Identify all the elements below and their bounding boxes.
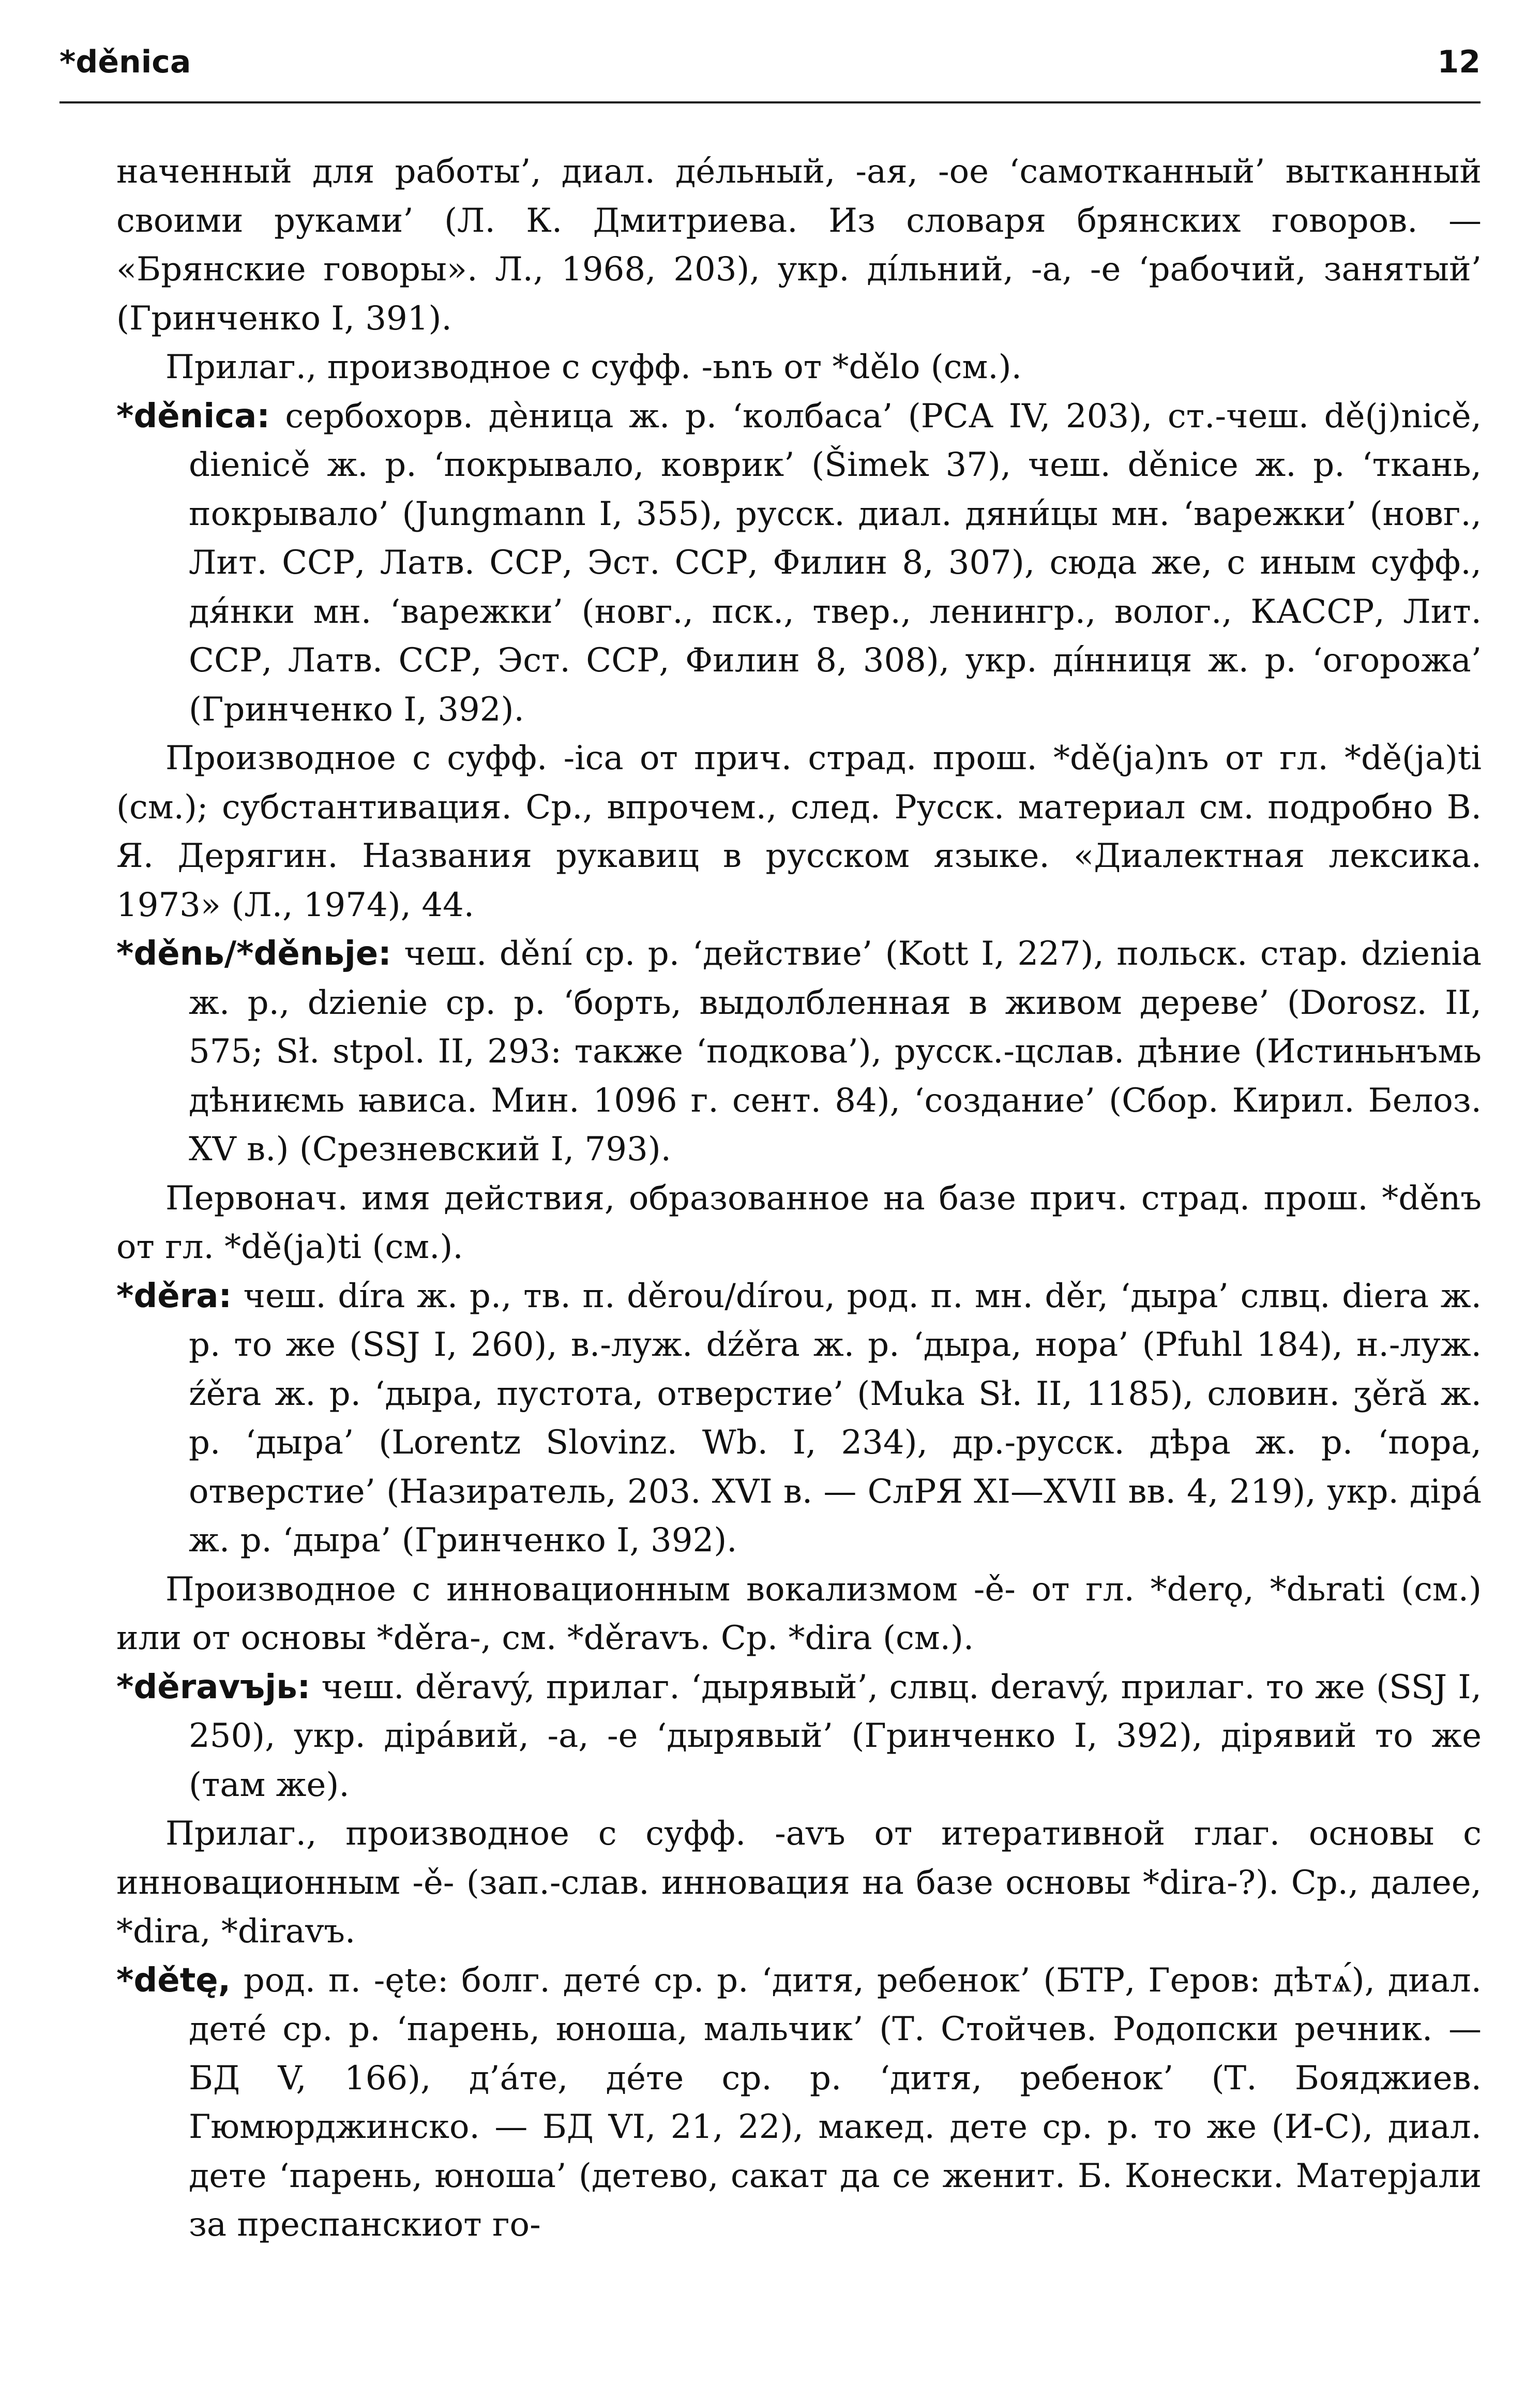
entry-text: чеш. dění ср. р. ‘действие’ (Kott I, 227), польск. стар. dzienia ж. р., dzienie ср. р. ‘борть, выдолбленная в живом дереве’ (Dorosz. II, 575; Sł. stpol. II, 293: также ‘подкова’), русск.-цслав. дѣние (Истиньнъмь дѣниѥмь ꙗвиса. Мин. 1096 г. сент. 84), ‘создание’ (Сбор. Кирил. Белоз. XV в.) (Срезневский I, 793). — [189, 935, 1482, 1169]
entry-text: чеш. děravý, прилаг. ‘дырявый’, слвц. deravý, прилаг. то же (SSJ I, 250), укр. дірáвий, -а, -е ‘дырявый’ (Гринченко I, 392), дірявий то же (там же). — [189, 1668, 1482, 1804]
entry-lemma: *děnica: — [116, 397, 270, 436]
dictionary-entry — [116, 930, 1482, 1174]
entry-text: сербохорв. дѐница ж. р. ‘колбаса’ (РСА IV, 203), ст.-чеш. dě(j)nicě, dienicě ж. р. ‘покрывало, коврик’ (Šimek 37), чеш. děnice ж. р. ‘ткань, покрывало’ (Jungmann I, 355), русск. диал. дяни́цы мн. ‘варежки’ (новг., Лит. ССР, Латв. ССР, Эст. ССР, Филин 8, 307), сюда же, с иным суфф., дя́нки мн. ‘варежки’ (новг., пск., твер., ленингр., волог., КАССР, Лит. ССР, Латв. ССР, Эст. ССР, Филин 8, 308), укр. дíнниця ж. р. ‘огорожа’ (Гринченко I, 392). — [189, 397, 1482, 729]
entry-text: род. п. -ęte: болг. детé ср. р. ‘дитя, ребенок’ (БТР, Геров: дѣтѧ́), диал. детé ср. р. ‘парень, юноша, мальчик’ (Т. Стойчев. Родопски речник. — БД V, 166), д’áте, дéте ср. р. ‘дитя, ребенок’ (Т. Бояджиев. Гюмюрджинско. — БД VI, 21, 22), макед. дете ср. р. то же (И-С), диал. дете ‘парень, юноша’ (детево, сакат да се женит. Б. Конески. Матерјали за преспанскиот го- — [189, 1961, 1482, 2244]
dictionary-entry — [116, 1663, 1482, 1810]
page-number: 12 — [1437, 44, 1481, 80]
entry-lemma: *dětę, — [116, 1961, 231, 2000]
entry-lemma: *děnь/*děnьje: — [116, 935, 391, 973]
entry-text: чеш. díra ж. р., тв. п. děrou/dírou, род. п. мн. děr, ‘дыра’ слвц. diera ж. р. то же (SSJ I, 260), в.-луж. dźěra ж. р. ‘дыра, нора’ (Pfuhl 184), н.-луж. źěra ж. р. ‘дыра, пустота, отверстие’ (Muka Sł. II, 1185), словин. ʒěră ж. р. ‘дыра’ (Lorentz Slovinz. Wb. I, 234), др.-русск. дѣра ж. р. ‘пора, отверстие’ (Назиратель, 203. XVI в. — СлРЯ XI—XVII вв. 4, 219), укр. дірá ж. р. ‘дыра’ (Гринченко I, 392). — [189, 1277, 1482, 1560]
dictionary-entry — [116, 392, 1482, 735]
entry-lemma: *děravъjь: — [116, 1668, 311, 1706]
paragraph: Производное с суфф. -ica от прич. страд. прош. *dě(ja)nъ от гл. *dě(ja)ti (см.); субстантивация. Ср., впрочем., след. Русск. материал см. подробно В. Я. Дерягин. Названия рукавиц в русском языке. «Диалектная лексика. 1973» (Л., 1974), 44. — [116, 739, 1482, 924]
dictionary-entry — [116, 1272, 1482, 1565]
paragraph: Первонач. имя действия, образованное на базе прич. страд. прош. *děnъ от гл. *dě(ja)ti (см.). — [116, 1179, 1482, 1266]
paragraph: наченный для работы’, диал. дéльный, -ая, -ое ‘самотканный’ вытканный своими руками’ (Л. К. Дмитриева. Из словаря брянских говоров. — «Брянские говоры». Л., 1968, 203), укр. дíльний, -а, -е ‘рабочий, занятый’ (Гринченко I, 391). — [116, 153, 1482, 338]
header-rule — [59, 101, 1481, 103]
running-headword: *děnica — [59, 44, 191, 80]
dictionary-entry — [116, 1956, 1482, 2250]
paragraph: Производное с инновационным вокализмом -ě- от гл. *derǫ, *dьrati (см.) или от основы *děra-, см. *děravъ. Ср. *dira (см.). — [116, 1570, 1482, 1657]
paragraph: Прилаг., производное с суфф. -ьnъ от *dělo (см.). — [165, 348, 1022, 386]
entry-lemma: *děra: — [116, 1277, 232, 1315]
running-header — [59, 44, 1481, 91]
dictionary-text — [116, 147, 1482, 2250]
paragraph: Прилаг., производное с суфф. -avъ от итеративной глаг. основы с инновационным -ě- (зап.-слав. инновация на базе основы *dira-?). Ср., далее, *dira, *diravъ. — [116, 1815, 1482, 1951]
